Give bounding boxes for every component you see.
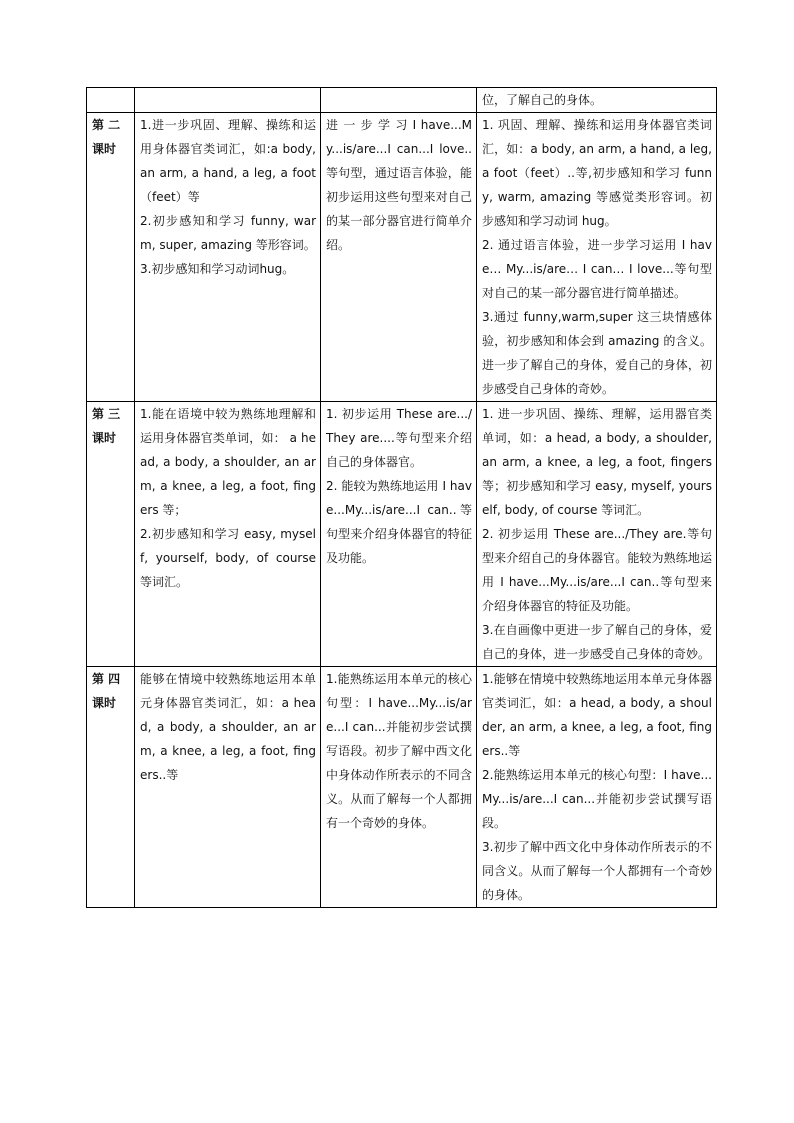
lesson-label [87,113,135,402]
sentences-cell-empty [321,88,477,113]
lesson-label-line2: 课时 [92,696,117,710]
objectives-cell [477,113,717,402]
vocabulary-item: 能够在情境中较熟练地运用本单元身体器官类词汇，如：a head, a body, a shoulder, an arm, a knee, a leg, a foot, fingers..等 [140,672,316,782]
table-row-lesson-2 [87,113,717,402]
objective-item: 3.在自画像中更进一步了解自己的身体，爱自己的身体，进一步感受自己身体的奇妙。 [482,623,712,661]
objectives-cell [477,402,717,667]
objective-item: 1.能够在情境中较熟练地运用本单元身体器官类词汇，如：a head, a body, a shoulder, an arm, a knee, a leg, a foot, fingers..等 [482,672,712,758]
vocabulary-item: 2.初步感知和学习 easy, myself, yourself, body, of course 等词汇。 [140,527,316,589]
vocabulary-cell [135,113,321,402]
lesson-plan-table [86,87,717,908]
lesson-label-line2: 课时 [92,142,117,156]
objective-item: 1. 进一步巩固、操练、理解，运用器官类单词，如：a head, a body, a shoulder, an arm, a knee, a leg, a foot, fingers 等；初步感知和学习 easy, myself, yourself, body, of course 等词汇。 [482,407,712,517]
objective-item: 2. 初步运用 These are.../They are.等句型来介绍自己的身体器官。能较为熟练地运用 I have...My...is/are...I can..等句型来介绍身体器官的特征及功能。 [482,527,712,613]
table-row-lesson-3 [87,402,717,667]
vocabulary-item: 3.初步感知和学习动词hug。 [140,262,295,276]
vocabulary-item: 1.进一步巩固、理解、操练和运用身体器官类词汇，如:a body, an arm, a hand, a leg, a foot（feet）等 [140,118,316,204]
sentences-cell [321,667,477,908]
vocabulary-item: 1.能在语境中较为熟练地理解和运用身体器官类单词，如： a head, a body, a shoulder, an arm, a knee, a leg, a foot, fingers 等； [140,407,316,517]
lesson-label-line2: 课时 [92,431,117,445]
objective-item: 1. 巩固、理解、操练和运用身体器官类词汇，如：a body, an arm, a hand, a leg, a foot（feet）..等,初步感知和学习 funny, warm, amazing 等感觉类形容词。初步感知和学习动词 hug。 [482,118,712,228]
table-row-lesson-4 [87,667,717,908]
objectives-cell [477,667,717,908]
table-row-continued [87,88,717,113]
objectives-cell [477,88,717,113]
sentence-item: 进 一 步 学 习 I have...My...is/are...I can...I love..等句型，通过语言体验，能初步运用这些句型来对自己的某一部分器官进行简单介绍。 [326,118,472,252]
objective-item: 2. 通过语言体验，进一步学习运用 I have… My...is/are… I can… I love...等句型对自己的某一部分器官进行简单描述。 [482,238,712,300]
lesson-label-line1: 第 四 [92,672,121,686]
objective-text: 位，了解自己的身体。 [482,93,603,107]
objective-item: 3.初步了解中西文化中身体动作所表示的不同含义。从而了解每一个人都拥有一个奇妙的身体。 [482,840,712,902]
objective-item: 2.能熟练运用本单元的核心句型：I have...My...is/are...I can...并能初步尝试撰写语段。 [482,768,712,830]
sentences-cell [321,113,477,402]
sentence-item: 1. 初步运用 These are.../They are....等句型来介绍自己的身体器官。 [326,407,472,469]
vocabulary-cell [135,402,321,667]
vocabulary-cell-empty [135,88,321,113]
objective-item: 3.通过 funny,warm,super 这三块情感体验，初步感知和体会到 amazing 的含义。进一步了解自己的身体，爱自己的身体，初步感受自己身体的奇妙。 [482,310,712,396]
vocabulary-item: 2.初步感知和学习 funny, warm, super, amazing 等形容词。 [140,214,316,252]
vocabulary-cell [135,667,321,908]
sentence-item: 1.能熟练运用本单元的核心句型：I have...My...is/are...I can...并能初步尝试撰写语段。初步了解中西文化中身体动作所表示的不同含义。从而了解每一个人都拥有一个奇妙的身体。 [326,672,472,830]
sentence-item: 2. 能较为熟练地运用 I have...My...is/are...I can..等句型来介绍身体器官的特征及功能。 [326,479,472,565]
lesson-label-line1: 第 二 [92,118,121,132]
lesson-label [87,402,135,667]
lesson-label-line1: 第 三 [92,407,121,421]
lesson-label [87,667,135,908]
sentences-cell [321,402,477,667]
label-cell-empty [87,88,135,113]
